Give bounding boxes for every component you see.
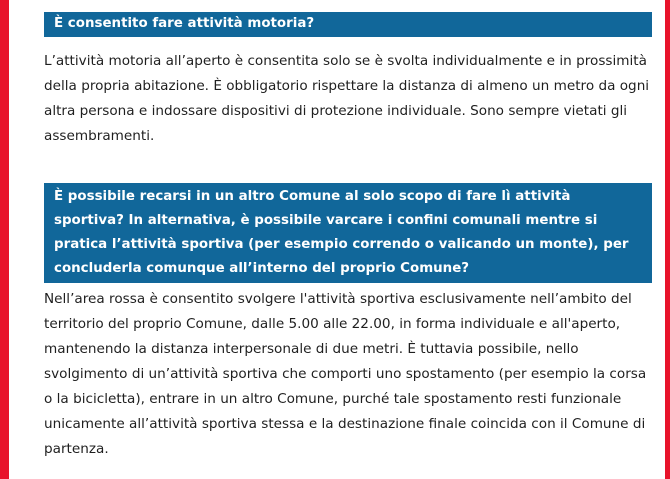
faq-question-1: È consentito fare attività motoria?	[44, 12, 652, 37]
faq-answer-2: Nell’area rossa è consentito svolgere l'attività sportiva esclusivamente nell’ambito del territorio del proprio Comune, dalle 5.00 alle 22.00, in forma individuale e all'aperto, mantenendo la distanza interpersonale di due metri. È tuttavia possibile, nello svolgimento di un’attività sportiva che comporti uno spostamento (per esempio la corsa o la bicicletta), entrare in un altro Comune, purché tale spostamento resti funzionale unicamente all’attività sportiva stessa e la destinazione finale coincida con il Comune di partenza.	[44, 291, 647, 457]
red-left-border	[0, 0, 9, 479]
faq-question-2: È possibile recarsi in un altro Comune al solo scopo di fare lì attività sportiva? In alternativa, è possibile varcare i confini comunali mentre si pratica l’attività sportiva (per esempio correndo o valicando un monte), per concluderla comunque all’interno del proprio Comune?	[44, 183, 652, 283]
red-right-border	[665, 0, 670, 479]
faq-content	[44, 12, 652, 462]
faq-answer-1: L’attività motoria all’aperto è consentita solo se è svolta individualmente e in prossimità della propria abitazione. È obbligatorio rispettare la distanza di almeno un metro da ogni altra persona e indossare dispositivi di protezione individuale. Sono sempre vietati gli assembramenti.	[44, 53, 650, 144]
